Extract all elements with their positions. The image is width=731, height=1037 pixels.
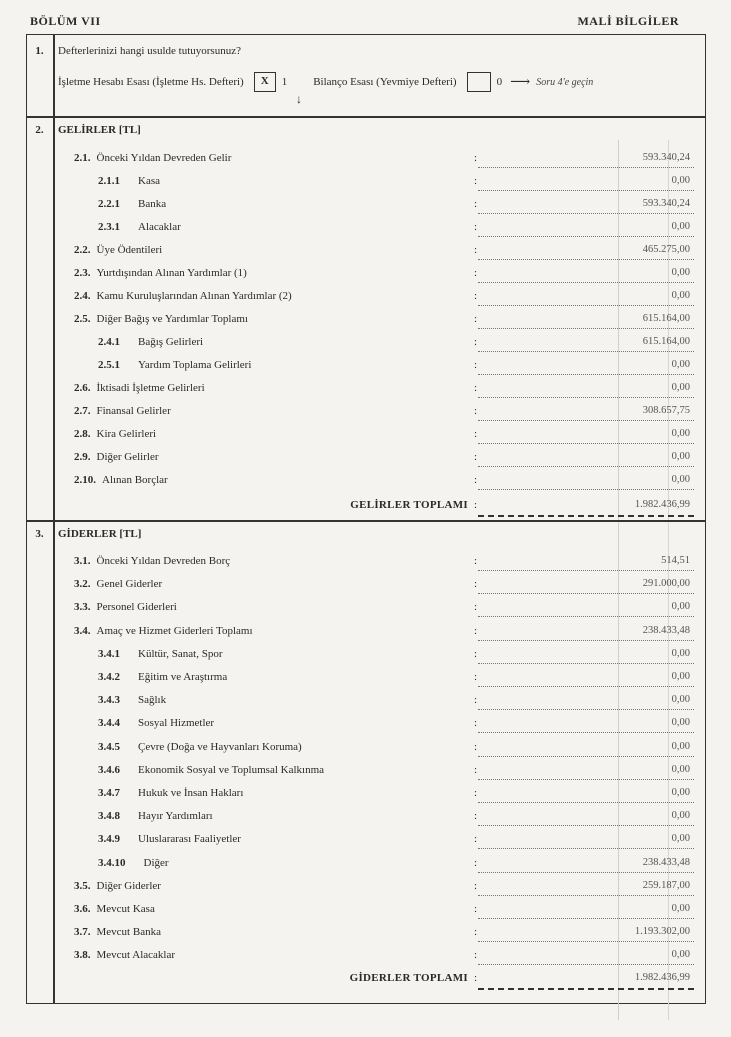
row-code: 3.4.2 [98, 671, 120, 683]
row-label-text: Çevre (Doğa ve Hayvanları Koruma) [138, 740, 302, 753]
dotted-line [478, 593, 694, 594]
dotted-line [478, 941, 694, 942]
row-label [98, 810, 213, 822]
row-value[interactable]: 0,00 [671, 290, 690, 301]
option-operating-account-code: 1 [281, 76, 288, 88]
row-value[interactable]: 0,00 [671, 221, 690, 232]
table-row: 2.3. Yurtdışından Alınan Yardımlar (1) : 0,00 [54, 265, 704, 285]
row-code: 2.6. [74, 382, 91, 394]
row-label-text: Finansal Gelirler [96, 405, 171, 417]
row-label-text: Hayır Yardımları [138, 810, 213, 823]
row-label-text: Sosyal Hizmetler [138, 717, 215, 730]
row-label [98, 741, 302, 753]
row-label [98, 198, 166, 210]
row-code: 2.9. [74, 451, 91, 463]
table-row: 3.4.2 Eğitim ve Araştırma : 0,00 [54, 669, 704, 689]
table-row: 3.4.10 Diğer : 238.433,48 [54, 855, 704, 875]
row-value[interactable]: 0,00 [671, 175, 690, 186]
expenses-total-value[interactable]: 1.982.436,99 [634, 972, 690, 983]
row-value[interactable]: 0,00 [671, 474, 690, 485]
row-label-text: Üye Ödentileri [96, 244, 163, 256]
row-label-text: Kasa [138, 175, 160, 187]
row-value[interactable]: 0,00 [671, 763, 690, 775]
income-total-value[interactable]: 1.982.436,99 [634, 499, 690, 510]
table-row: 3.4.8 Hayır Yardımları : 0,00 [54, 808, 704, 828]
row-label [74, 903, 155, 915]
option-balance-sheet-code: 0 [496, 76, 503, 88]
row-value[interactable]: 465.275,00 [642, 244, 690, 255]
row-label [74, 428, 156, 440]
row-label [98, 221, 181, 233]
row-value[interactable]: 593.340,24 [642, 152, 690, 163]
row-value[interactable]: 514,51 [661, 555, 690, 566]
table-row: 2.5. Diğer Bağış ve Yardımlar Toplamı : 615.164,00 [54, 311, 704, 331]
dotted-line [478, 351, 694, 352]
row-label [98, 336, 203, 348]
row-label [98, 648, 223, 660]
table-row: 2.9. Diğer Gelirler : 0,00 [54, 449, 704, 469]
table-row: 3.4.6 Ekonomik Sosyal ve Toplumsal Kalkınma : 0,00 [54, 762, 704, 782]
table-row: 3.8. Mevcut Alacaklar : 0,00 [54, 947, 704, 967]
dotted-line [478, 190, 694, 191]
row-code: 3.4.7 [98, 787, 120, 799]
dotted-line [478, 213, 694, 214]
dotted-line [478, 779, 694, 780]
row-code: 3.8. [74, 949, 91, 962]
row-value[interactable]: 291.000,00 [642, 578, 690, 590]
row-value[interactable]: 0,00 [671, 359, 690, 370]
table-row: 2.7. Finansal Gelirler : 308.657,75 [54, 403, 704, 423]
row-code: 2.4. [74, 290, 91, 302]
row-value[interactable]: 0,00 [671, 949, 690, 961]
row-code: 3.4. [74, 624, 91, 637]
row-label [74, 290, 292, 302]
option-balance-sheet-label: Bilanço Esası (Yevmiye Defteri) [313, 76, 457, 88]
dotted-line [478, 756, 694, 757]
row-label [74, 578, 162, 590]
total-dashed-line [478, 988, 694, 990]
row-label-text: Önceki Yıldan Devreden Borç [96, 555, 231, 567]
table-row: 3.4.3 Sağlık : 0,00 [54, 692, 704, 712]
row-label-text: Mevcut Kasa [96, 903, 155, 915]
row-code: 3.4.6 [98, 763, 120, 776]
row-label-text: Ekonomik Sosyal ve Toplumsal Kalkınma [138, 763, 325, 776]
row-value[interactable]: 615.164,00 [642, 313, 690, 324]
row-label-text: Hukuk ve İnsan Hakları [138, 787, 244, 799]
row-label [74, 405, 171, 417]
table-row: 2.4. Kamu Kuruluşlarından Alınan Yardımlar (2) : 0,00 [54, 288, 704, 308]
dotted-line [478, 686, 694, 687]
row-label [98, 857, 169, 869]
row-label-text: Mevcut Banka [96, 926, 161, 939]
section-header: BÖLÜM VII [30, 14, 101, 28]
expenses-title: GİDERLER [TL] [58, 528, 142, 540]
q1-question: Defterlerinizi hangi usulde tutuyorsunuz? [58, 45, 241, 57]
dotted-line [478, 964, 694, 965]
dotted-line [478, 443, 694, 444]
table-row: 2.4.1 Bağış Gelirleri : 615.164,00 [54, 334, 704, 354]
dotted-line [478, 489, 694, 490]
dotted-line [478, 895, 694, 896]
row-label [98, 764, 324, 776]
table-row: 2.1. Önceki Yıldan Devreden Gelir : 593.340,24 [54, 150, 704, 170]
skip-instruction: Soru 4'e geçin [536, 76, 594, 88]
option-operating-account-label: İşletme Hesabı Esası (İşletme Hs. Defteri) [58, 76, 244, 88]
table-row: 2.3.1 Alacaklar : 0,00 [54, 219, 704, 239]
row-code: 2.2.1 [98, 198, 120, 210]
table-row: 3.3. Personel Giderleri : 0,00 [54, 599, 704, 619]
income-total-label: GELİRLER TOPLAMI [350, 499, 468, 511]
row-value[interactable]: 238.433,48 [642, 624, 690, 636]
row-code: 3.4.10 [98, 856, 126, 869]
row-label-text: Mevcut Alacaklar [96, 949, 175, 962]
row-label-text: Diğer Gelirler [96, 451, 159, 463]
row-code: 2.10. [74, 474, 96, 486]
row-value[interactable]: 615.164,00 [642, 336, 690, 347]
row-label-text: Eğitim ve Araştırma [138, 671, 228, 683]
dotted-line [478, 872, 694, 873]
row-label-text: Yardım Toplama Gelirleri [138, 359, 252, 371]
row-code: 3.1. [74, 555, 91, 567]
table-row: 2.6. İktisadi İşletme Gelirleri : 0,00 [54, 380, 704, 400]
row-label [74, 474, 168, 486]
dotted-line [478, 825, 694, 826]
row-label [74, 267, 247, 279]
table-row: 2.2.1 Banka : 593.340,24 [54, 196, 704, 216]
row-value[interactable]: 0,00 [671, 382, 690, 393]
row-code: 3.3. [74, 601, 91, 614]
table-row: 3.1. Önceki Yıldan Devreden Borç : 514,51 [54, 553, 704, 573]
row-value[interactable]: 0,00 [671, 601, 690, 613]
row-code: 3.4.5 [98, 740, 120, 753]
row-label [98, 175, 160, 187]
row-code: 3.4.3 [98, 694, 120, 707]
row-label [74, 313, 248, 325]
row-label-text: Amaç ve Hizmet Giderleri Toplamı [96, 624, 253, 637]
row-label [98, 694, 166, 706]
row-label [74, 601, 177, 613]
row-code: 3.4.8 [98, 810, 120, 823]
row-code: 3.4.4 [98, 717, 120, 730]
section-divider [26, 520, 706, 522]
table-row: 3.4.4 Sosyal Hizmetler : 0,00 [54, 715, 704, 735]
row-code: 2.3.1 [98, 221, 120, 233]
dotted-line [478, 305, 694, 306]
row-label-text: Genel Giderler [96, 578, 163, 591]
row-code: 2.3. [74, 267, 91, 279]
row-label-text: Banka [138, 198, 167, 210]
table-row: 3.4.7 Hukuk ve İnsan Hakları : 0,00 [54, 785, 704, 805]
row-value[interactable]: 308.657,75 [642, 405, 690, 416]
row-code: 2.1. [74, 152, 91, 164]
dotted-line [478, 640, 694, 641]
table-row: 3.4.9 Uluslararası Faaliyetler : 0,00 [54, 831, 704, 851]
section-divider [26, 116, 706, 118]
row-label-text: Diğer [143, 856, 169, 869]
row-value[interactable]: 259.187,00 [642, 879, 690, 891]
row-label-text: Önceki Yıldan Devreden Gelir [96, 152, 232, 164]
row-code: 2.1.1 [98, 175, 120, 187]
table-row: 3.7. Mevcut Banka : 1.193.302,00 [54, 924, 704, 944]
row-value[interactable]: 1.193.302,00 [634, 926, 690, 938]
row-value[interactable]: 0,00 [671, 428, 690, 439]
row-label-text: Kültür, Sanat, Spor [138, 647, 223, 660]
row-code: 3.4.9 [98, 833, 120, 846]
dotted-line [478, 397, 694, 398]
q1-number: 1. [35, 45, 44, 57]
row-label [98, 787, 243, 799]
row-code: 3.4.1 [98, 647, 120, 660]
income-number: 2. [35, 124, 44, 136]
dotted-line [478, 282, 694, 283]
row-label [74, 152, 231, 164]
row-label [98, 671, 227, 683]
table-row: 3.4.1 Kültür, Sanat, Spor : 0,00 [54, 646, 704, 666]
row-code: 2.8. [74, 428, 91, 440]
row-label [98, 833, 241, 845]
row-label-text: Sağlık [138, 694, 167, 707]
option-balance-sheet-checkbox[interactable] [467, 72, 491, 92]
row-value[interactable]: 0,00 [671, 740, 690, 752]
dotted-line [478, 167, 694, 168]
row-label [74, 555, 230, 567]
dotted-line [478, 420, 694, 421]
income-title: GELİRLER [TL] [58, 124, 141, 136]
row-value[interactable]: 0,00 [671, 717, 690, 729]
row-label-text: Uluslararası Faaliyetler [138, 833, 241, 846]
row-value[interactable]: 0,00 [671, 810, 690, 822]
dotted-line [478, 802, 694, 803]
row-value[interactable]: 0,00 [671, 694, 690, 706]
row-value[interactable]: 0,00 [671, 647, 690, 659]
row-value[interactable]: 238.433,48 [642, 856, 690, 868]
row-code: 3.7. [74, 926, 91, 939]
dotted-line [478, 570, 694, 571]
row-label-text: Alınan Borçlar [102, 474, 168, 486]
row-label [74, 625, 253, 637]
row-value[interactable]: 0,00 [671, 451, 690, 462]
row-label-text: Bağış Gelirleri [138, 336, 204, 348]
row-label [98, 717, 214, 729]
row-label [74, 382, 205, 394]
table-row: 2.2. Üye Ödentileri : 465.275,00 [54, 242, 704, 262]
dotted-line [478, 663, 694, 664]
table-row: 2.5.1 Yardım Toplama Gelirleri : 0,00 [54, 357, 704, 377]
dotted-line [478, 466, 694, 467]
option-operating-account-checkbox[interactable]: X [254, 72, 276, 92]
row-label-text: Diğer Bağış ve Yardımlar Toplamı [96, 313, 248, 325]
expenses-number: 3. [35, 528, 44, 540]
row-label-text: Diğer Giderler [96, 879, 161, 892]
row-label-text: İktisadi İşletme Gelirleri [96, 382, 205, 394]
row-label [98, 359, 251, 371]
row-label [74, 949, 175, 961]
row-value[interactable]: 0,00 [671, 671, 690, 682]
expenses-total-label: GİDERLER TOPLAMI [349, 972, 468, 984]
table-row: 3.2. Genel Giderler : 291.000,00 [54, 576, 704, 596]
expenses-total-row: GİDERLER TOPLAMI : 1.982.436,99 [54, 970, 704, 990]
arrow-right-icon: ⟶ [510, 74, 531, 90]
table-row: 2.10. Alınan Borçlar : 0,00 [54, 472, 704, 492]
row-label [74, 880, 161, 892]
row-code: 2.2. [74, 244, 91, 256]
row-label-text: Kira Gelirleri [96, 428, 157, 440]
row-code: 3.5. [74, 879, 91, 892]
table-row: 3.4. Amaç ve Hizmet Giderleri Toplamı : 238.433,48 [54, 623, 704, 643]
dotted-line [478, 374, 694, 375]
row-label [74, 244, 162, 256]
arrow-down-icon: ↓ [296, 92, 302, 106]
table-row: 2.8. Kira Gelirleri : 0,00 [54, 426, 704, 446]
table-row: 3.6. Mevcut Kasa : 0,00 [54, 901, 704, 921]
row-code: 3.6. [74, 903, 91, 915]
row-value[interactable]: 0,00 [671, 903, 690, 914]
row-label [74, 451, 159, 463]
row-value[interactable]: 0,00 [671, 787, 690, 798]
row-value[interactable]: 0,00 [671, 267, 690, 278]
row-label-text: Alacaklar [138, 221, 181, 233]
table-row: 3.5. Diğer Giderler : 259.187,00 [54, 878, 704, 898]
dotted-line [478, 732, 694, 733]
row-label-text: Yurtdışından Alınan Yardımlar (1) [96, 267, 247, 279]
dotted-line [478, 616, 694, 617]
row-code: 2.7. [74, 405, 91, 417]
row-value[interactable]: 0,00 [671, 833, 690, 845]
row-code: 2.5.1 [98, 359, 120, 371]
dotted-line [478, 848, 694, 849]
table-row: 3.4.5 Çevre (Doğa ve Hayvanları Koruma) : 0,00 [54, 739, 704, 759]
table-row: 2.1.1 Kasa : 0,00 [54, 173, 704, 193]
row-code: 3.2. [74, 578, 91, 591]
row-code: 2.4.1 [98, 336, 120, 348]
total-dashed-line [478, 515, 694, 517]
row-label [74, 926, 161, 938]
dotted-line [478, 328, 694, 329]
dotted-line [478, 918, 694, 919]
section-title: MALİ BİLGİLER [577, 14, 679, 28]
row-label-text: Personel Giderleri [96, 601, 177, 614]
dotted-line [478, 236, 694, 237]
income-total-row: GELİRLER TOPLAMI : 1.982.436,99 [54, 497, 704, 517]
row-value[interactable]: 593.340,24 [642, 198, 690, 209]
dotted-line [478, 259, 694, 260]
row-code: 2.5. [74, 313, 91, 325]
row-label-text: Kamu Kuruluşlarından Alınan Yardımlar (2) [96, 290, 292, 302]
dotted-line [478, 709, 694, 710]
q1-options [58, 72, 593, 92]
